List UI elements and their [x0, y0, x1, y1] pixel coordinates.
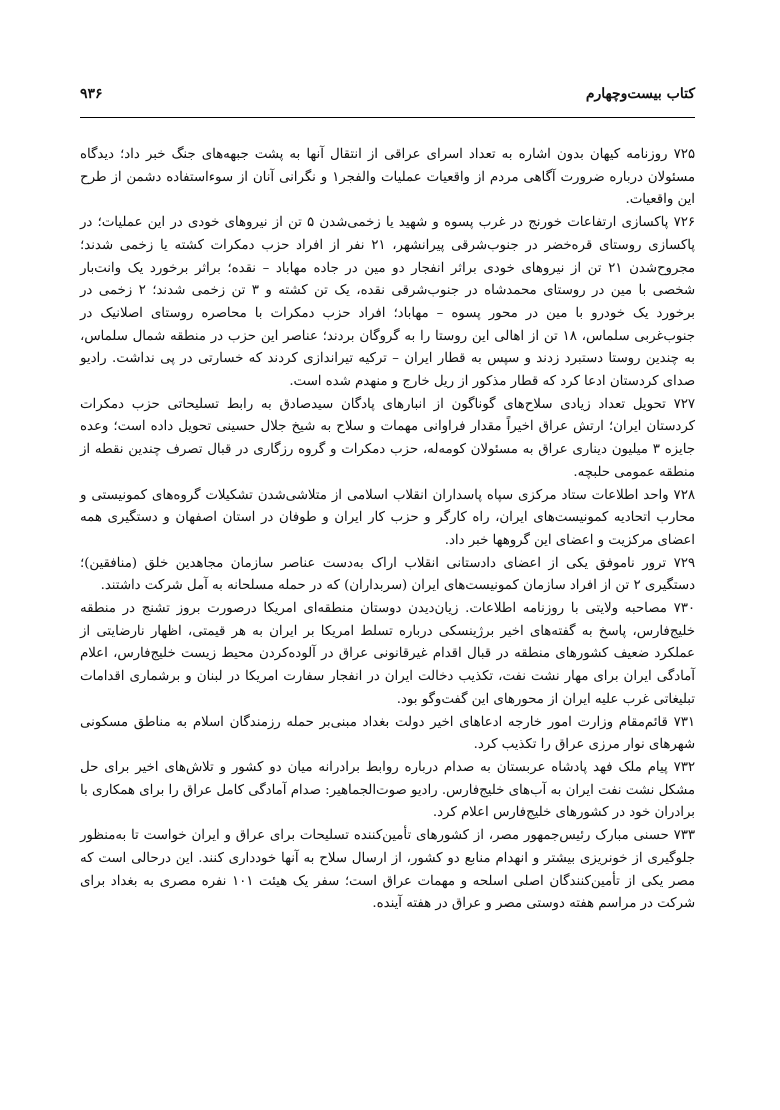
entry-number: ۷۳۱ — [673, 714, 695, 730]
entry-number: ۷۳۲ — [673, 759, 695, 775]
entry-text: پیام ملک فهد پادشاه عربستان به صدام درباره روابط برادرانه میان دو کشور و تلاش‌های اخیر برای حل مشکل نشت نفت ایران به آب‌های خلیج‌فارس. رادیو صوت‌الجماهیر: صدام آمادگی کامل عراق را برای همکاری با برادران خود در کشورهای خلیج‌فارس اعلام کرد. — [80, 759, 695, 821]
chronology-entry — [80, 394, 695, 485]
header-rule — [80, 117, 695, 118]
page-header — [80, 86, 695, 110]
entry-text: مصاحبه ولایتی با روزنامه اطلاعات. زیان‌دیدن دوستان منطقه‌ای امریکا درصورت بروز تشنج در منطقه خلیج‌فارس، پاسخ به گفته‌های اخیر برژینسکی درباره تسلط امریکا بر ایران به هر قیمتی، اظهار نارضایتی از عملکرد ضعیف کشورهای منطقه در قبال اقدام غیرقانونی عراق در آلوده‌کردن محیط زیست خلیج‌فارس، اعلام آمادگی ایران برای مهار نشت نفت، تکذیب دخالت ایران در انفجار سفارت امریکا در لبنان و برشماری اقدامات تبلیغاتی غرب علیه ایران از محورهای این گفت‌وگو بود. — [80, 601, 695, 707]
entry-number: ۷۲۹ — [673, 555, 695, 571]
entry-number: ۷۲۶ — [673, 215, 695, 231]
entry-text: قائم‌مقام وزارت امور خارجه ادعاهای اخیر دولت بغداد مبنی‌بر حمله رزمندگان اسلام به مناطق مسکونی شهرهای نوار مرزی عراق را تکذیب کرد. — [80, 714, 695, 753]
entry-number: ۷۲۸ — [673, 487, 695, 503]
entry-number: ۷۲۵ — [673, 147, 695, 162]
entry-number: ۷۲۷ — [673, 396, 695, 412]
page-number: ۹۳۶ — [80, 86, 103, 102]
book-title: کتاب بیست‌وچهارم — [585, 86, 695, 102]
chronology-entry — [80, 144, 695, 212]
entry-text: حسنی مبارک رئیس‌جمهور مصر، از کشورهای تأمین‌کننده تسلیحات برای عراق و ایران خواست تا به‌منظور جلوگیری از خونریزی بیشتر و انهدام منابع دو کشور، از ارسال سلاح به آنها خودداری کنند. این درحالی است که مصر یکی از تأمین‌کنندگان اصلی اسلحه و مهمات عراق است؛ سفر یک هیئت ۱۰۱ نفره مصری به بغداد برای شرکت در مراسم هفته دوستی مصر و عراق در هفته آینده. — [80, 828, 695, 912]
entry-text: روزنامه کیهان بدون اشاره به تعداد اسرای عراقی از انتقال آنها به پشت جبهه‌های جنگ خبر داد؛ دیدگاه مسئولان درباره ضرورت آگاهی مردم از واقعیات عملیات والفجر۱ و نگرانی آنان از سوءاستفاده دشمن از طرح این واقعیات. — [80, 147, 695, 208]
chronology-entry — [80, 485, 695, 553]
chronology-entry — [80, 757, 695, 825]
entry-number: ۷۳۳ — [673, 828, 695, 844]
chronology-entry — [80, 598, 695, 712]
chronology-entry — [80, 553, 695, 598]
chronology-entry — [80, 212, 695, 394]
chronology-list — [80, 144, 695, 916]
chronology-entry — [80, 712, 695, 757]
entry-text: تحویل تعداد زیادی سلاح‌های گوناگون از انبارهای پادگان سیدصادق به رابط تسلیحاتی حزب دمکرات کردستان ایران؛ ارتش عراق اخیراً مقدار فراوانی مهمات و سلاح به شیخ جلال حسینی تحویل داده است؛ وعده جایزه ۳ میلیون دیناری عراق به مسئولان کومه‌له، حزب دمکرات و گروه رزگاری در قبال تصرف چندین نقطه از منطقه عمومی حلبچه. — [80, 396, 695, 480]
entry-text: واحد اطلاعات ستاد مرکزی سپاه پاسداران انقلاب اسلامی از متلاشی‌شدن تشکیلات گروه‌های کمونیستی و محارب اتحادیه کمونیست‌های ایران، راه کارگر و حزب کار ایران و طوفان در استان اصفهان و دستگیری همه اعضای مرکزیت و اعضای این گروهها خبر داد. — [80, 487, 695, 548]
entry-number: ۷۳۰ — [673, 601, 696, 617]
entry-text: ترور ناموفق یکی از اعضای دادستانی انقلاب اراک به‌دست عناصر سازمان مجاهدین خلق (منافقین)؛ دستگیری ۲ تن از افراد سازمان کمونیست‌های ایران (سربداران) که در حمله مسلحانه به آمل شرکت داشتند. — [80, 555, 695, 594]
entry-text: پاکسازی ارتفاعات خورنج در غرب پسوه و شهید یا زخمی‌شدن ۵ تن از نیروهای خودی در این عملیات؛ در پاکسازی روستای قره‌خضر در جنوب‌شرقی پیرانشهر، ۲۱ نفر از افراد حزب دمکرات کشته یا زخمی شدند؛ مجروح‌شدن ۲۱ تن از نیروهای خودی براثر انفجار دو مین در جاده مهاباد – نقده؛ براثر برخورد یک وانت‌بار شخصی با مین در روستای محمدشاه در جنوب‌شرقی نقده، یک تن کشته و ۳ تن زخمی شدند؛ ۲ زخمی در برخورد یک خودرو با مین در محور پسوه – مهاباد؛ افراد حزب دمکرات با محاصره روستای اصلانیک در جنوب‌غربی سلماس، ۱۸ تن از اهالی این روستا را به گروگان بردند؛ عناصر این حزب در منطقه شمال سلماس، به چندین روستا دستبرد زدند و سپس به قطار ایران – ترکیه تیراندازی کردند که خسارتی در پی نداشت. رادیو صدای کردستان ادعا کرد که قطار مذکور از ریل خارج و منهدم شده است. — [80, 215, 696, 390]
chronology-entry — [80, 825, 695, 916]
